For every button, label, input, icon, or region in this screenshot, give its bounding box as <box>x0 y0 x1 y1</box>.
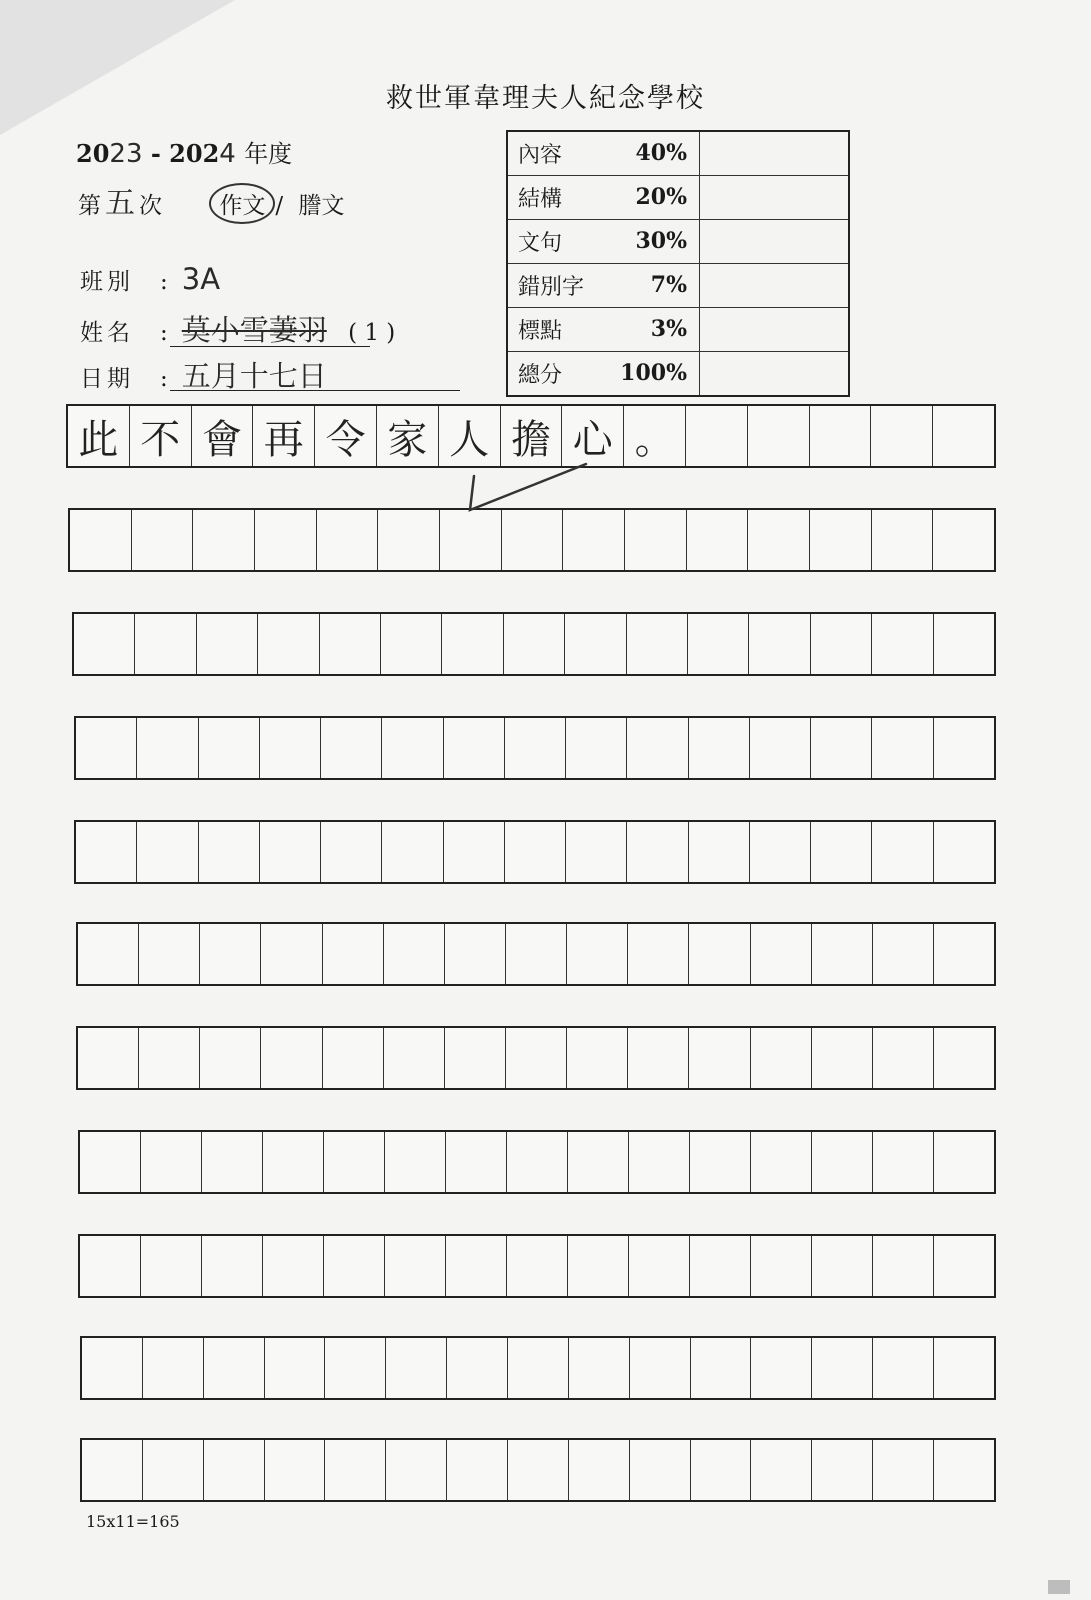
grid-cell <box>265 1338 326 1398</box>
grid-cell <box>812 1338 873 1398</box>
grid-cell <box>872 510 934 570</box>
grid-cell <box>505 822 566 882</box>
grid-cell <box>934 822 994 882</box>
grid-cell <box>263 1132 324 1192</box>
grid-cell <box>934 614 994 674</box>
grid-cell <box>321 822 382 882</box>
grid-cell <box>568 1132 629 1192</box>
grid-cell <box>504 614 565 674</box>
score-category-label: 錯別字 <box>518 275 585 300</box>
grid-cell <box>872 718 933 778</box>
grid-cell <box>507 1132 568 1192</box>
grid-cell <box>688 614 749 674</box>
grid-cell: 家 <box>377 406 439 466</box>
grid-cell <box>143 1440 204 1500</box>
grid-cell <box>933 510 994 570</box>
grid-cell <box>811 614 872 674</box>
grid-cell <box>317 510 379 570</box>
grid-cell <box>689 1028 750 1088</box>
grid-cell <box>689 924 750 984</box>
score-weight: 100% <box>620 360 687 386</box>
option-copy: 謄文 <box>298 193 345 219</box>
grid-cell <box>80 1236 141 1296</box>
grid-cell <box>691 1440 752 1500</box>
grid-size-note: 15x11=165 <box>86 1512 180 1531</box>
grid-cell <box>934 1132 994 1192</box>
score-mark-cell <box>700 352 850 397</box>
grid-cell <box>567 1028 628 1088</box>
grid-cell <box>261 1028 322 1088</box>
grid-cell <box>628 1028 689 1088</box>
grid-cell <box>873 924 934 984</box>
grid-row <box>72 612 996 676</box>
score-weight: 7% <box>650 272 687 298</box>
score-row <box>507 308 849 352</box>
grid-cell <box>444 718 505 778</box>
score-weight: 3% <box>650 316 687 342</box>
score-category <box>507 131 700 176</box>
issue-number: 五 <box>105 186 135 221</box>
grid-cell <box>934 924 994 984</box>
grid-cell <box>810 510 872 570</box>
grid-cell <box>934 1338 994 1398</box>
score-mark-cell <box>700 176 850 220</box>
grid-cell <box>386 1440 447 1500</box>
grid-cell <box>505 718 566 778</box>
grid-cell <box>873 1440 934 1500</box>
grid-cell <box>324 1236 385 1296</box>
date-underline <box>170 390 460 391</box>
grid-cell <box>812 1236 873 1296</box>
grid-row <box>76 922 996 986</box>
grid-cell <box>384 924 445 984</box>
grid-cell <box>507 1236 568 1296</box>
grid-cell <box>197 614 258 674</box>
grid-cell <box>143 1338 204 1398</box>
grid-cell <box>934 1440 994 1500</box>
grid-cell <box>132 510 194 570</box>
grid-cell <box>446 1132 507 1192</box>
grid-cell <box>385 1132 446 1192</box>
grid-row <box>80 1336 996 1400</box>
grid-cell <box>630 1440 691 1500</box>
grid-cell <box>871 406 933 466</box>
grid-cell <box>141 1132 202 1192</box>
score-row <box>507 264 849 308</box>
grid-cell <box>749 614 810 674</box>
grid-cell <box>382 822 443 882</box>
grid-cell <box>566 822 627 882</box>
academic-year: 2023 - 2024 年度 <box>76 139 293 169</box>
grid-cell <box>385 1236 446 1296</box>
grid-cell: 。 <box>624 406 686 466</box>
score-row <box>507 220 849 264</box>
grid-cell <box>263 1236 324 1296</box>
grid-cell <box>508 1338 569 1398</box>
score-category <box>507 308 700 352</box>
grid-cell <box>325 1338 386 1398</box>
grid-cell <box>193 510 255 570</box>
check-mark-icon <box>466 446 606 516</box>
grid-cell <box>689 718 750 778</box>
grid-cell <box>934 1028 994 1088</box>
score-category-label: 內容 <box>518 143 563 168</box>
grid-cell <box>78 924 139 984</box>
student-number: ( 1 ) <box>348 320 396 346</box>
grid-cell <box>440 510 502 570</box>
grid-cell <box>812 1028 873 1088</box>
grid-cell <box>323 924 384 984</box>
school-title: 救世軍韋理夫人紀念學校 <box>386 83 705 114</box>
grid-cell <box>442 614 503 674</box>
score-row <box>507 131 849 176</box>
grid-cell <box>506 924 567 984</box>
score-table <box>506 130 850 397</box>
grid-cell <box>74 614 135 674</box>
grid-cell <box>502 510 564 570</box>
grid-cell <box>200 1028 261 1088</box>
grid-cell <box>446 1236 507 1296</box>
grid-cell <box>447 1440 508 1500</box>
grid-cell <box>627 822 688 882</box>
grid-cell: 人 <box>439 406 501 466</box>
grid-cell <box>872 614 933 674</box>
grid-cell <box>384 1028 445 1088</box>
score-category-label: 標點 <box>518 319 563 344</box>
score-weight: 30% <box>635 228 687 254</box>
grid-cell <box>202 1236 263 1296</box>
grid-cell <box>751 1338 812 1398</box>
grid-cell <box>625 510 687 570</box>
grid-cell <box>325 1440 386 1500</box>
score-row <box>507 176 849 220</box>
grid-cell: 心 <box>562 406 624 466</box>
grid-cell: 不 <box>130 406 192 466</box>
score-category <box>507 264 700 308</box>
grid-cell <box>567 924 628 984</box>
grid-cell <box>204 1338 265 1398</box>
grid-cell <box>261 924 322 984</box>
grid-cell <box>82 1440 143 1500</box>
score-weight: 40% <box>635 140 687 166</box>
grid-cell <box>751 1440 812 1500</box>
grid-cell <box>628 924 689 984</box>
grid-cell <box>260 718 321 778</box>
grid-cell: 會 <box>192 406 254 466</box>
grid-cell <box>445 1028 506 1088</box>
grid-cell <box>76 822 137 882</box>
grid-cell <box>748 510 810 570</box>
year-handwritten-1: 23 <box>109 139 143 169</box>
grid-cell <box>565 614 626 674</box>
grid-cell <box>381 614 442 674</box>
grid-cell <box>258 614 319 674</box>
grid-cell <box>873 1338 934 1398</box>
grid-cell <box>750 822 811 882</box>
scan-edge-mark <box>1048 1580 1070 1594</box>
grid-cell <box>265 1440 326 1500</box>
grid-cell <box>872 822 933 882</box>
grid-cell <box>82 1338 143 1398</box>
grid-cell: 擔 <box>501 406 563 466</box>
grid-cell <box>686 406 748 466</box>
grid-cell <box>627 718 688 778</box>
grid-cell <box>139 924 200 984</box>
grid-cell <box>139 1028 200 1088</box>
grid-cell <box>811 718 872 778</box>
grid-cell <box>324 1132 385 1192</box>
score-mark-cell <box>700 220 850 264</box>
score-mark-cell <box>700 308 850 352</box>
grid-cell <box>568 1236 629 1296</box>
grid-cell <box>566 718 627 778</box>
grid-cell <box>812 924 873 984</box>
score-category <box>507 176 700 220</box>
grid-cell <box>445 924 506 984</box>
score-row <box>507 352 849 397</box>
score-weight: 20% <box>635 184 687 210</box>
selected-option-composition: 作文 <box>209 183 275 224</box>
score-category-label: 結構 <box>518 187 563 212</box>
grid-cell <box>199 822 260 882</box>
grid-cell <box>689 822 750 882</box>
grid-row <box>74 716 996 780</box>
grid-cell <box>321 718 382 778</box>
grid-cell <box>691 1338 752 1398</box>
year-handwritten-2: 4 <box>219 139 236 169</box>
grid-cell <box>569 1338 630 1398</box>
score-category-label: 總分 <box>518 363 563 388</box>
grid-cell: 此 <box>68 406 130 466</box>
grid-cell <box>812 1132 873 1192</box>
grid-cell: 再 <box>253 406 315 466</box>
grid-cell <box>386 1338 447 1398</box>
grid-cell <box>873 1132 934 1192</box>
student-name: 莫小雪萋羽 <box>181 313 327 347</box>
grid-row <box>74 820 996 884</box>
grid-cell <box>78 1028 139 1088</box>
grid-cell <box>627 614 688 674</box>
grid-cell <box>934 718 994 778</box>
grid-cell <box>811 822 872 882</box>
grid-cell <box>751 1236 812 1296</box>
grid-cell <box>750 718 811 778</box>
score-category-label: 文句 <box>518 231 563 256</box>
grid-cell <box>751 1028 812 1088</box>
grid-cell <box>690 1236 751 1296</box>
grid-cell <box>690 1132 751 1192</box>
grid-cell <box>80 1132 141 1192</box>
grid-cell <box>137 822 198 882</box>
grid-cell <box>630 1338 691 1398</box>
grid-cell <box>873 1028 934 1088</box>
grid-cell <box>563 510 625 570</box>
grid-cell <box>933 406 994 466</box>
grid-cell <box>323 1028 384 1088</box>
grid-cell <box>260 822 321 882</box>
grid-cell <box>629 1236 690 1296</box>
grid-cell <box>320 614 381 674</box>
score-mark-cell <box>700 131 850 176</box>
grid-cell <box>873 1236 934 1296</box>
date-field: 日期 : 五月十七日 <box>80 359 327 393</box>
grid-cell <box>506 1028 567 1088</box>
grid-cell <box>447 1338 508 1398</box>
score-category <box>507 352 700 397</box>
grid-cell <box>748 406 810 466</box>
class-field: 班別 : 3A <box>80 262 221 296</box>
grid-row <box>68 508 996 572</box>
grid-cell: 令 <box>315 406 377 466</box>
name-underline <box>170 346 370 347</box>
date-value: 五月十七日 <box>181 359 327 393</box>
grid-cell <box>70 510 132 570</box>
grid-cell <box>810 406 872 466</box>
class-value: 3A <box>181 262 221 296</box>
grid-cell <box>382 718 443 778</box>
grid-row <box>78 1234 996 1298</box>
grid-cell <box>812 1440 873 1500</box>
assignment-issue: 第 五 次 作文 / 謄文 <box>78 178 344 224</box>
grid-cell <box>569 1440 630 1500</box>
grid-cell <box>934 1236 994 1296</box>
grid-row <box>76 1026 996 1090</box>
grid-cell <box>687 510 749 570</box>
name-field: 姓名 : 莫小雪萋羽 ( 1 ) <box>80 313 396 347</box>
grid-cell <box>200 924 261 984</box>
grid-row <box>78 1130 996 1194</box>
grid-row <box>80 1438 996 1502</box>
grid-cell <box>135 614 196 674</box>
grid-cell <box>199 718 260 778</box>
grid-cell <box>378 510 440 570</box>
grid-cell <box>508 1440 569 1500</box>
grid-cell <box>202 1132 263 1192</box>
grid-cell <box>141 1236 202 1296</box>
grid-cell <box>444 822 505 882</box>
grid-cell <box>629 1132 690 1192</box>
score-mark-cell <box>700 264 850 308</box>
grid-cell <box>204 1440 265 1500</box>
grid-cell <box>76 718 137 778</box>
grid-cell <box>751 924 812 984</box>
grid-cell <box>751 1132 812 1192</box>
grid-cell <box>137 718 198 778</box>
grid-cell <box>255 510 317 570</box>
score-category <box>507 220 700 264</box>
